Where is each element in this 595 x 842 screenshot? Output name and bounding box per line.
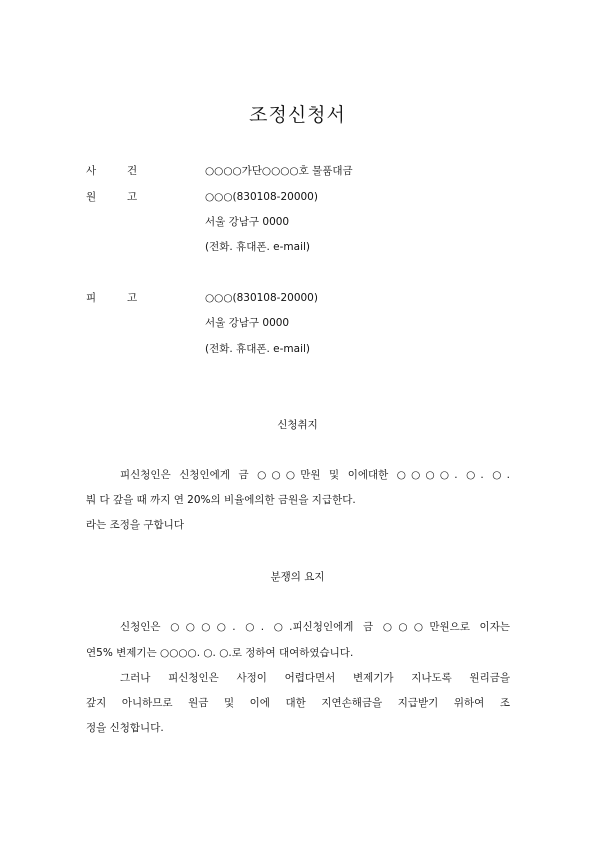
document-title: 조정신청서 [249, 104, 346, 126]
plaintiff-contact: (전화. 휴대폰. e-mail) [205, 241, 311, 253]
dispute-line-2: 연5% 변제기는 ○○○○. ○. ○.로 정하여 대여하였습니다. [86, 647, 354, 659]
dispute-line-3: 그러나 피신청인은 사정이 어렵다면서 변제기가 지나도록 원리금을 [120, 672, 510, 684]
plaintiff-name: ○○○(830108-20000) [205, 191, 318, 203]
purpose-heading: 신청취지 [277, 419, 318, 431]
defendant-contact: (전화. 휴대폰. e-mail) [205, 343, 311, 355]
defendant-label-b: 고 [127, 292, 138, 304]
defendant-address: 서울 강남구 0000 [205, 317, 290, 329]
plaintiff-label-b: 고 [127, 191, 138, 203]
dispute-line-5: 정을 신청합니다. [86, 722, 164, 734]
case-value: ○○○○가단○○○○호 물품대금 [205, 165, 353, 177]
dispute-heading: 분쟁의 요지 [270, 571, 325, 583]
dispute-line-1: 신청인은 ○○○○. ○. ○.피신청인에게 금 ○○○만원으로 이자는 [120, 621, 510, 633]
case-label-b: 건 [127, 165, 138, 177]
defendant-label-a: 피 [86, 292, 97, 304]
dispute-line-4: 갚지 아니하므로 원금 및 이에 대한 지연손해금을 지급받기 위하여 조 [86, 697, 510, 709]
purpose-line-3: 라는 조정을 구합니다 [86, 519, 184, 531]
purpose-line-1: 피신청인은 신청인에게 금 ○○○만원 및 이에대한 ○○○○. ○. ○. [120, 469, 510, 481]
case-label-a: 사 [86, 165, 97, 177]
defendant-name: ○○○(830108-20000) [205, 292, 318, 304]
plaintiff-label-a: 원 [86, 191, 97, 203]
purpose-line-2: 붜 다 갚을 때 까지 연 20%의 비율에의한 금원을 지급한다. [86, 494, 356, 506]
plaintiff-address: 서울 강남구 0000 [205, 216, 290, 228]
